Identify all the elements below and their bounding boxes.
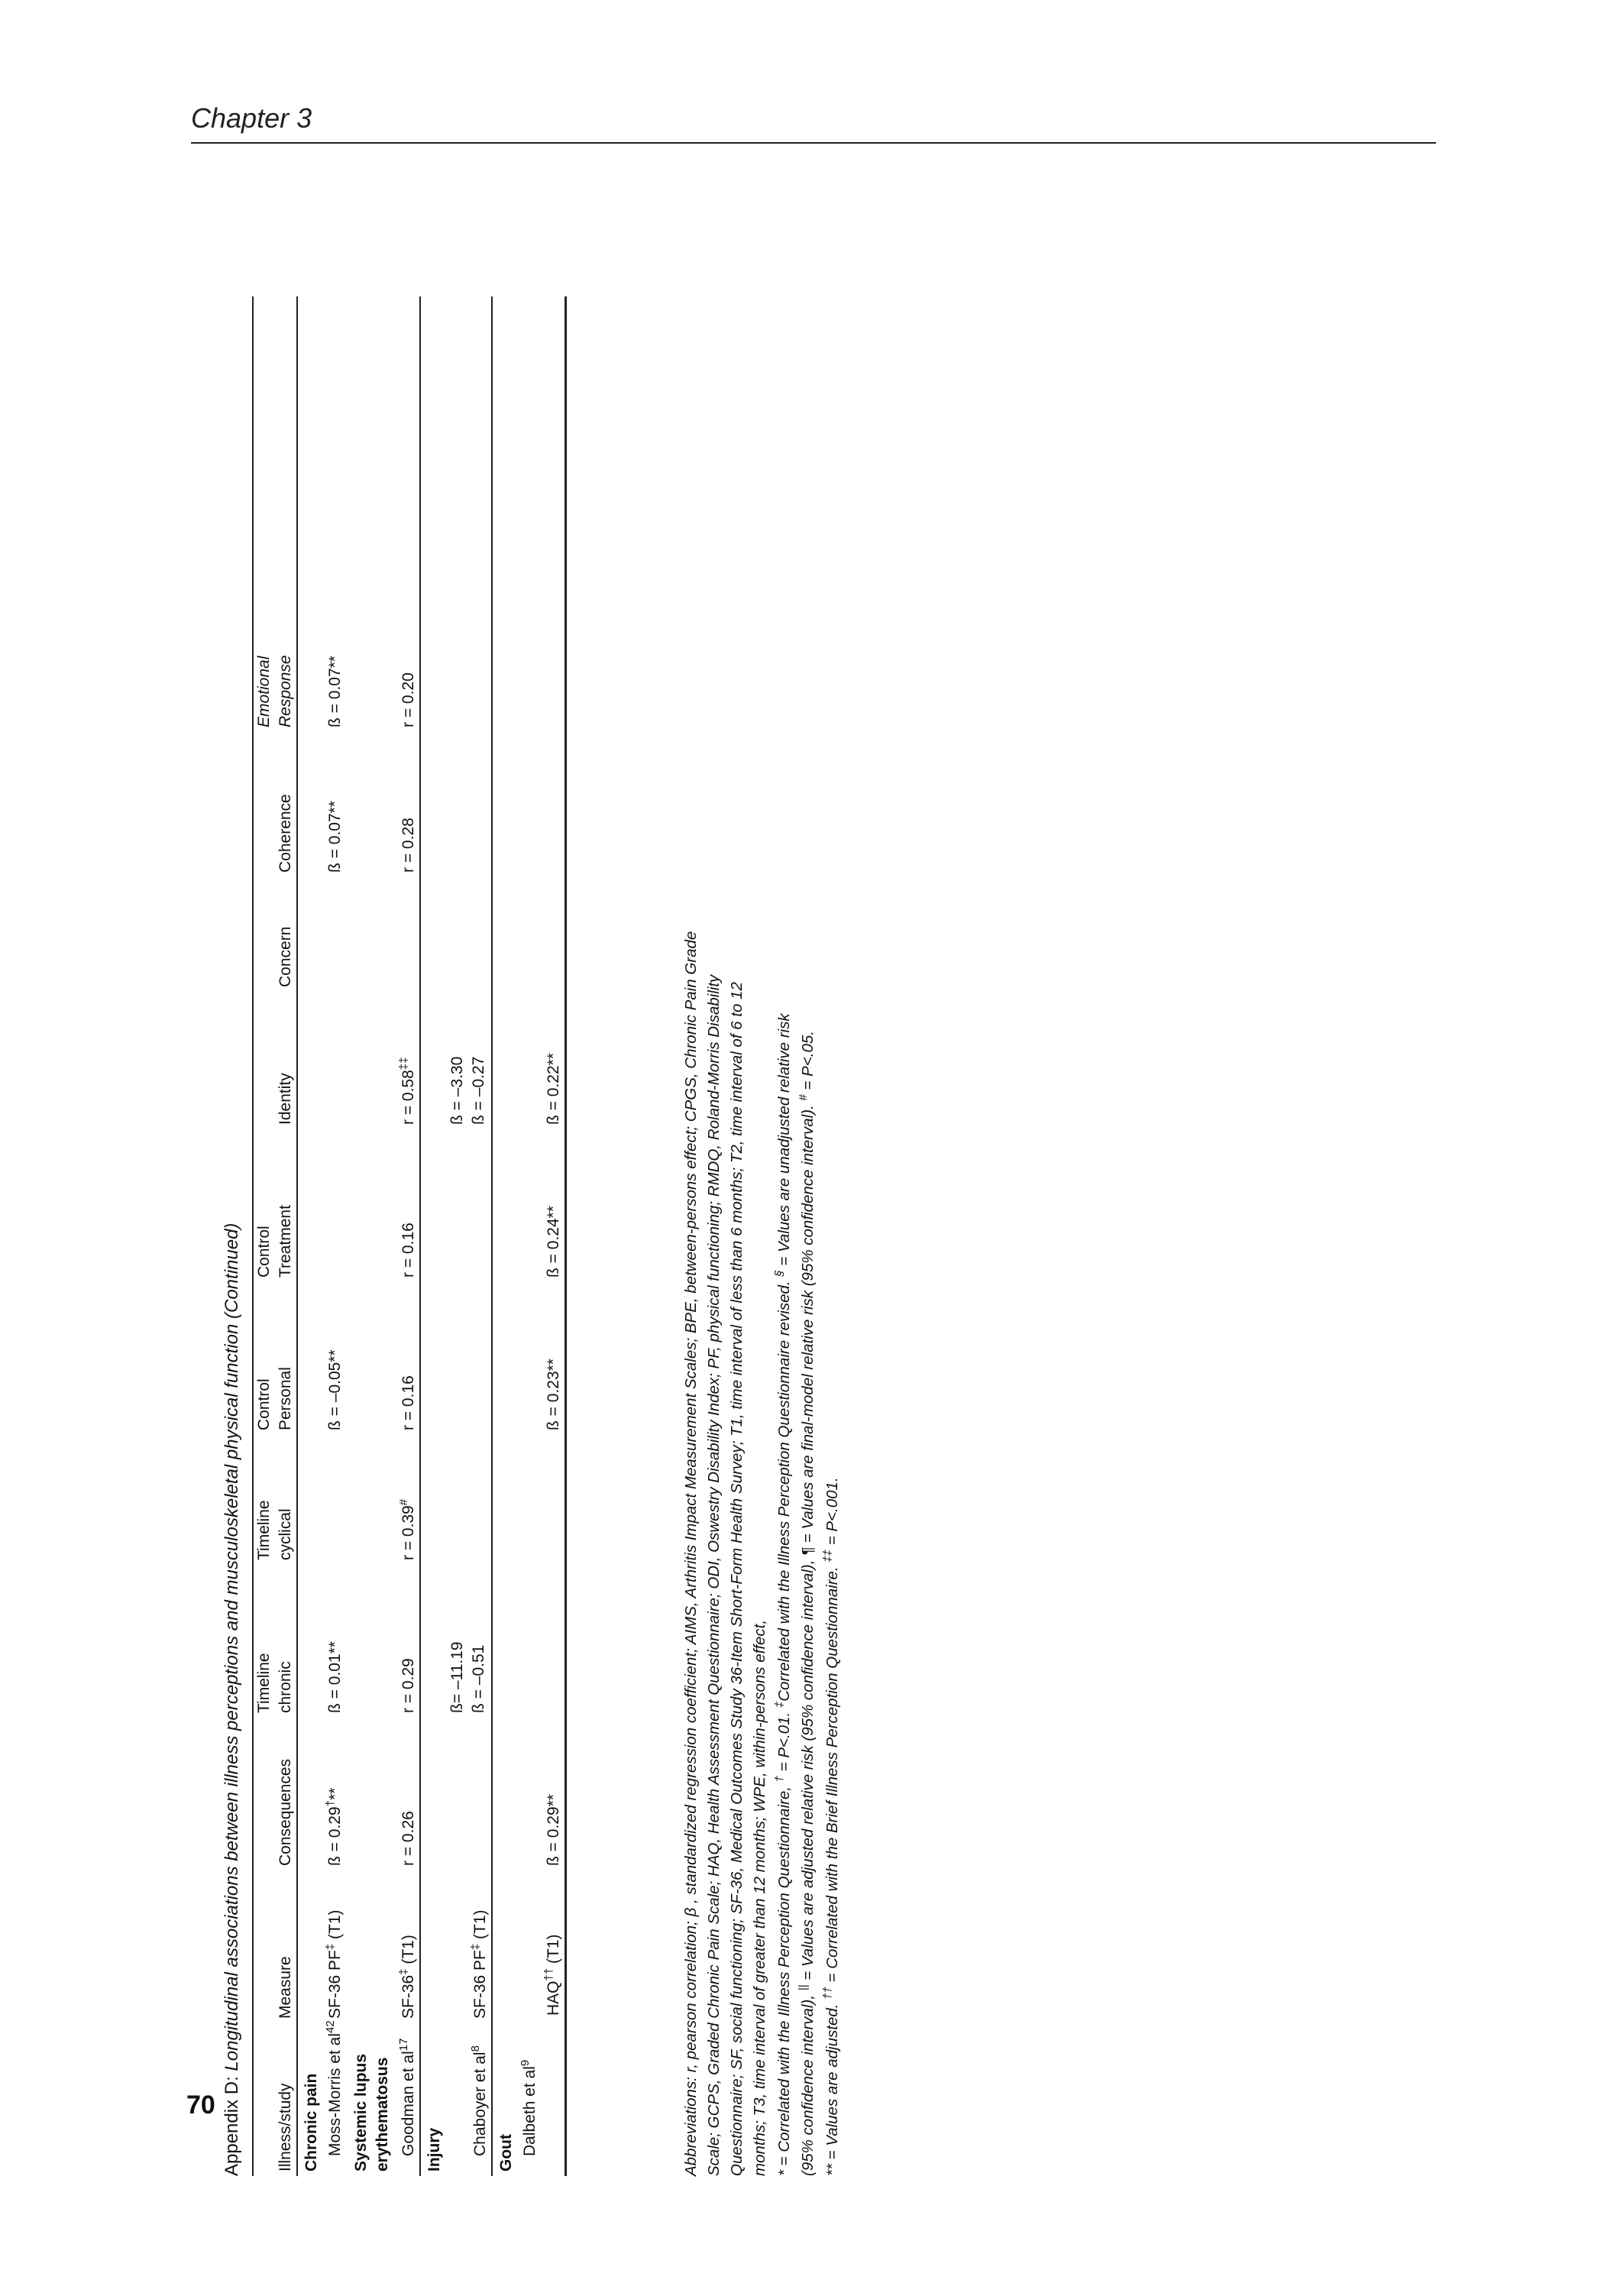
control-personal-cell xyxy=(445,1282,493,1435)
emotional-cell xyxy=(541,296,566,732)
group-row-injury xyxy=(420,296,445,2176)
col-timeline-chronic-line2: chronic xyxy=(275,1565,297,1718)
col-timeline-chronic-line1: Timeline xyxy=(253,1565,275,1718)
footnote-line: * = Correlated with the Illness Perception Questionnaire, † = P<.01. ‡Correlated with the Illness Perception Questionnaire revised. § = Values are unadjusted relative risk xyxy=(772,1013,793,2176)
timeline-chronic-cell xyxy=(541,1565,566,1718)
table-row xyxy=(541,296,566,2176)
study-cell: Moss-Morris et $al^{42}$ xyxy=(324,2020,344,2156)
footnote-line: Abbreviations: r, pearson correlation; β , standardized regression coefficient; AIMS, Arthritis Impact Measurement Scales; BPE, between-persons effect; CPGS, Chronic Pain Grade xyxy=(682,931,700,2176)
control-treatment-cell xyxy=(322,1129,346,1282)
consequences-cell: ß = 0.29** xyxy=(541,1718,566,1870)
study-cell: Chaboyer et $al^8$ xyxy=(469,2045,490,2156)
study-cell xyxy=(541,2023,566,2176)
concern-cell xyxy=(396,877,420,992)
col-timeline-cyclical-line1: Timeline xyxy=(253,1435,275,1565)
concern-cell xyxy=(541,877,566,992)
table-title-text: Longitudinal associations between illness perceptions and musculoskeletal physical function (Continued) xyxy=(222,1223,242,2071)
header-rule xyxy=(191,142,1436,144)
col-emotional-line2: Response xyxy=(275,296,297,732)
study-cell: Dalbeth et $al^9$ xyxy=(519,2059,539,2156)
consequences-cell: r = 0.26 xyxy=(399,1811,417,1866)
consequences-cell xyxy=(445,1718,493,1870)
control-personal-cell: ß = –0.05** xyxy=(326,1349,344,1430)
coherence-cell: r = 0.28 xyxy=(399,818,417,873)
col-illness-study: Illness/study xyxy=(275,2023,297,2176)
table-row-study xyxy=(517,296,541,2176)
col-timeline-cyclical-line2: cyclical xyxy=(275,1435,297,1565)
col-control-personal-line1: Control xyxy=(253,1282,275,1435)
emotional-cell: ß = 0.07** xyxy=(326,656,344,727)
identity-cell: ß = –3.30 ß = –0.27 xyxy=(448,1056,488,1125)
group-label: Systemic lupus erythematosus xyxy=(352,2053,392,2172)
timeline-chronic-cell: ß = 0.01** xyxy=(326,1641,344,1713)
group-label: Gout xyxy=(492,296,517,2176)
measure-cell: SF-36‡ (T1) xyxy=(396,1935,417,2019)
table-footnotes xyxy=(680,419,844,2176)
timeline-chronic-cell: ß= –11.19 ß = –0.51 xyxy=(448,1641,488,1713)
control-personal-cell: ß = 0.23** xyxy=(541,1282,566,1435)
col-control-personal-line2: Personal xyxy=(275,1282,297,1435)
concern-cell xyxy=(322,877,346,992)
identity-cell: ß = 0.22** xyxy=(541,992,566,1129)
control-treatment-cell: ß = 0.24** xyxy=(541,1129,566,1282)
emotional-cell: r = 0.20 xyxy=(399,672,417,727)
col-concern: Concern xyxy=(275,877,297,992)
footnote-line: (95% confidence interval), || = Values are adjusted relative risk (95% confidence interval), ¶ = Values are final-model relative risk (95% confidence interval). # = P<.05. xyxy=(797,1031,817,2176)
col-coherence: Coherence xyxy=(275,732,297,877)
identity-cell: r = 0.58‡‡ xyxy=(396,1057,417,1125)
col-control-treatment-line1: Control xyxy=(253,1129,275,1282)
table-title-prefix: Appendix D: xyxy=(222,2076,242,2176)
header-row-top xyxy=(253,296,275,2176)
chapter-title: Chapter 3 xyxy=(191,102,312,134)
table-title xyxy=(222,296,243,2176)
footnote-line: months; T3, time interval of greater than 12 months; WPE, within-persons effect, xyxy=(750,1619,768,2176)
coherence-cell: ß = 0.07** xyxy=(326,801,344,873)
col-control-treatment-line2: Treatment xyxy=(275,1129,297,1282)
col-identity: Identity xyxy=(275,992,297,1129)
col-consequences: Consequences xyxy=(275,1718,297,1870)
header-row xyxy=(275,296,297,2176)
timeline-chronic-cell: r = 0.29 xyxy=(399,1658,417,1713)
footnote-line: Questionnaire; SF, social functioning; SF-36, Medical Outcomes Study 36-Item Short-Form Health Survey; T1, time interval of less than 6 months; T2, time interval of 6 to 12 xyxy=(727,982,746,2176)
measure-cell: SF-36 PF‡ (T1) xyxy=(324,1909,344,2019)
control-personal-cell: r = 0.16 xyxy=(399,1375,417,1430)
control-treatment-cell: r = 0.16 xyxy=(399,1223,417,1278)
consequences-cell: ß = 0.29†** xyxy=(324,1787,344,1866)
group-label: Injury xyxy=(420,296,445,2176)
coherence-cell xyxy=(445,732,493,877)
table-row xyxy=(396,296,420,2176)
table-row xyxy=(322,296,346,2176)
measure-cell: HAQ†† (T1) xyxy=(541,1870,566,2023)
group-row-sle xyxy=(346,296,396,2176)
table-row xyxy=(445,296,493,2176)
measure-cell: SF-36 PF‡ (T1) xyxy=(469,1909,490,2019)
study-cell: Goodman et $al^{17}$ xyxy=(396,2038,417,2156)
coherence-cell xyxy=(541,732,566,877)
timeline-cyclical-cell: r = 0.39# xyxy=(396,1498,417,1560)
timeline-cyclical-cell xyxy=(445,1435,493,1565)
group-row-chronic-pain xyxy=(297,296,322,2176)
footnote-line: Scale; GCPS, Graded Chronic Pain Scale; HAQ, Health Assessment Questionnaire; ODI, Oswestry Disability Index; PF, physical functioning; RMDQ, Roland-Morris Disability xyxy=(704,974,723,2176)
page-number: 70 xyxy=(186,2091,215,2120)
col-measure: Measure xyxy=(275,1870,297,2023)
group-label: Chronic pain xyxy=(302,2073,320,2172)
rotated-table-region xyxy=(222,296,970,2176)
data-table xyxy=(252,296,567,2176)
control-treatment-cell xyxy=(445,1129,493,1282)
concern-cell xyxy=(445,877,493,992)
col-emotional-line1: Emotional xyxy=(253,296,275,732)
emotional-cell xyxy=(445,296,493,732)
footnote-line: ** = Values are adjusted. †† = Correlated with the Brief Illness Perception Questionnaire. ‡‡ = P<.001. xyxy=(821,1477,842,2176)
identity-cell xyxy=(322,992,346,1129)
timeline-cyclical-cell xyxy=(541,1435,566,1565)
group-row-gout xyxy=(492,296,517,2176)
timeline-cyclical-cell xyxy=(322,1435,346,1565)
